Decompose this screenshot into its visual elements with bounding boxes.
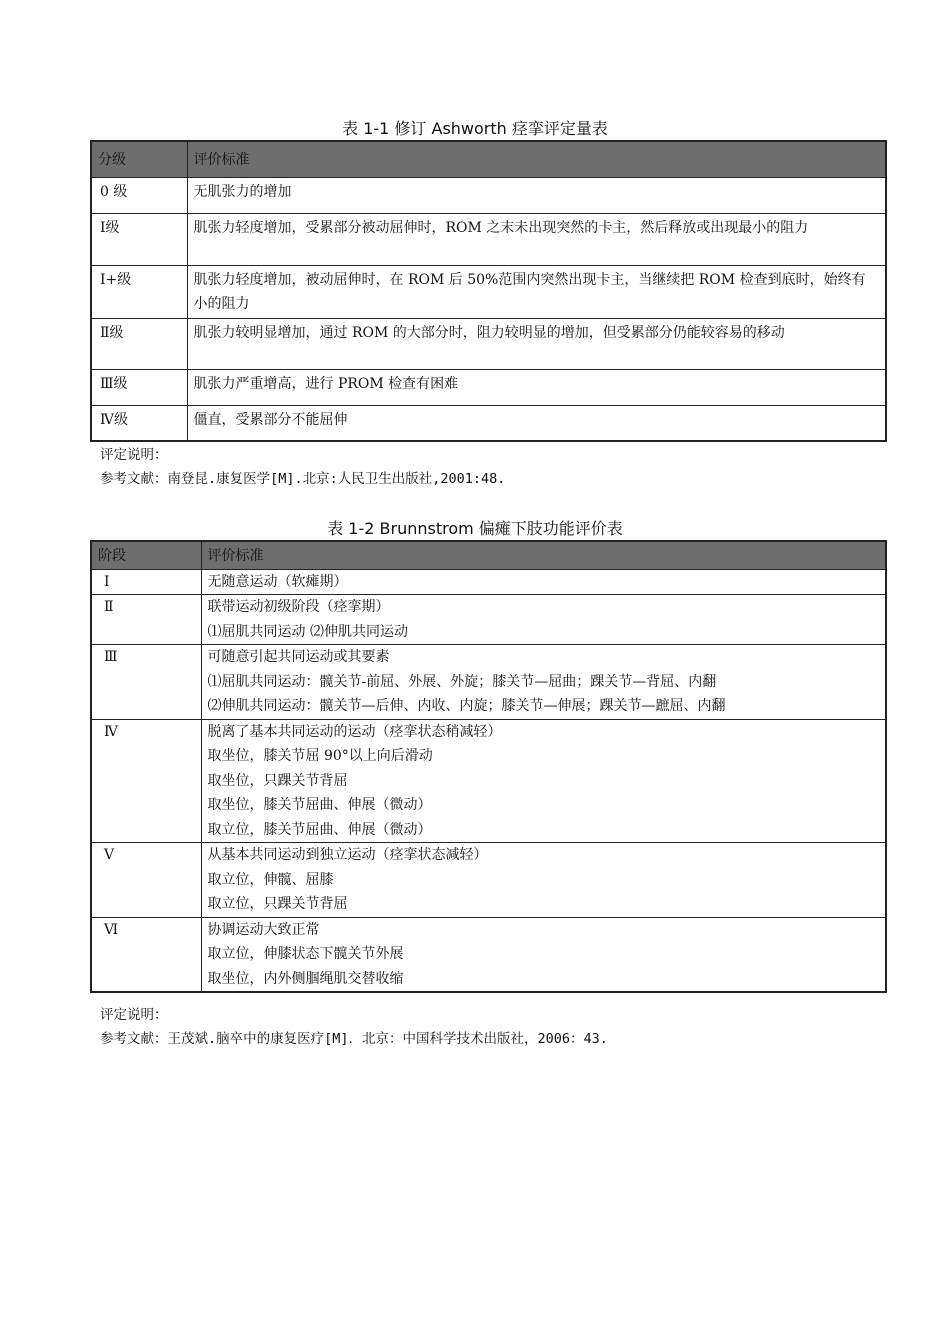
criteria-cell: 肌张力严重增高，进行 PROM 检查有困难 [187, 369, 886, 405]
table1-caption: 表 1-1 修订 Ashworth 痉挛评定量表 [342, 119, 608, 138]
criteria-line: 取坐位，只踝关节背屈 [207, 772, 348, 789]
stage-cell: Ⅵ [91, 917, 201, 992]
header-criteria: 评价标准 [201, 541, 886, 569]
table2-caption: 表 1-2 Brunnstrom 偏瘫下肢功能评价表 [327, 519, 623, 538]
criteria-cell: 无肌张力的增加 [187, 177, 886, 213]
criteria-line: 从基本共同运动到独立运动（痉挛状态减轻） [207, 847, 488, 863]
criteria-cell [201, 843, 886, 918]
criteria-line: 取坐位，内外侧腘绳肌交替收缩 [207, 970, 404, 987]
header-stage: 阶段 [91, 541, 201, 569]
criteria-line: 可随意引起共同运动或其要素 [207, 649, 390, 665]
criteria-line: 取立位，伸髋、屈膝 [207, 871, 334, 888]
criteria-line: ⑴屈肌共同运动 ⑵伸肌共同运动 [207, 623, 408, 640]
grade-cell: Ⅰ级 [91, 213, 187, 265]
criteria-line: 取立位，膝关节屈曲、伸展（微动） [207, 821, 432, 838]
table1-reference: 参考文献：南登昆.康复医学[M].北京:人民卫生出版社,2001:48. [100, 471, 506, 487]
table2-reference: 参考文献：王茂斌.脑卒中的康复医疗[M]．北京：中国科学技术出版社，2006：43. [100, 1031, 608, 1047]
table-row [91, 265, 886, 318]
criteria-line: 脱离了基本共同运动的运动（痉挛状态稍减轻） [207, 723, 502, 740]
brunnstrom-table [90, 540, 887, 993]
table-row [91, 318, 886, 369]
stage-cell: Ⅲ [91, 645, 201, 720]
table-row [91, 645, 886, 720]
criteria-cell: 僵直，受累部分不能屈伸 [187, 405, 886, 441]
ashworth-table [90, 140, 887, 442]
stage-cell: Ⅴ [91, 843, 201, 918]
criteria-line: 取立位，伸膝状态下髋关节外展 [207, 946, 404, 962]
stage-cell: Ⅱ [91, 595, 201, 645]
criteria-line: ⑴屈肌共同运动：髋关节-前屈、外展、外旋；膝关节—屈曲；踝关节—背屈、内翻 [207, 673, 717, 690]
table-row [91, 917, 886, 992]
criteria-cell: 肌张力轻度增加，受累部分被动屈伸时，ROM 之末未出现突然的卡主，然后释放或出现最小的阻力 [187, 213, 886, 265]
stage-cell: Ⅳ [91, 719, 201, 843]
table-row [91, 369, 886, 405]
criteria-cell [201, 569, 886, 595]
grade-cell: Ⅰ+级 [91, 265, 187, 318]
criteria-cell [201, 595, 886, 645]
criteria-line: 无随意运动（软瘫期） [207, 573, 348, 590]
grade-cell: Ⅲ级 [91, 369, 187, 405]
header-criteria: 评价标准 [187, 141, 886, 177]
table-row [91, 595, 886, 645]
grade-cell: Ⅳ级 [91, 405, 187, 441]
criteria-line: 联带运动初级阶段（痉挛期） [207, 599, 390, 615]
criteria-line: 取坐位，膝关节屈 90°以上向后滑动 [207, 748, 433, 764]
criteria-cell [201, 719, 886, 843]
table2-note: 评定说明： [100, 1007, 168, 1023]
criteria-cell: 肌张力较明显增加，通过 ROM 的大部分时，阻力较明显的增加，但受累部分仍能较容易的移动 [187, 318, 886, 369]
table-row [91, 843, 886, 918]
grade-cell: Ⅱ级 [91, 318, 187, 369]
table-row [91, 719, 886, 843]
criteria-line: 取立位，只踝关节背屈 [207, 896, 348, 912]
table1-note: 评定说明： [100, 447, 168, 463]
criteria-cell [201, 645, 886, 720]
criteria-line: ⑵伸肌共同运动：髋关节—后伸、内收、内旋；膝关节—伸展；踝关节—蹠屈、内翻 [207, 698, 726, 714]
criteria-line: 协调运动大致正常 [207, 921, 320, 938]
table-row [91, 177, 886, 213]
table-row [91, 405, 886, 441]
table-row [91, 569, 886, 595]
header-grade: 分级 [91, 141, 187, 177]
criteria-cell: 肌张力轻度增加，被动屈伸时，在 ROM 后 50%范围内突然出现卡主，当继续把 ROM 检查到底时，始终有小的阻力 [187, 265, 886, 318]
table-row [91, 213, 886, 265]
grade-cell: 0 级 [91, 177, 187, 213]
stage-cell: Ⅰ [91, 569, 201, 595]
criteria-cell [201, 917, 886, 992]
criteria-line: 取坐位，膝关节屈曲、伸展（微动） [207, 797, 432, 813]
